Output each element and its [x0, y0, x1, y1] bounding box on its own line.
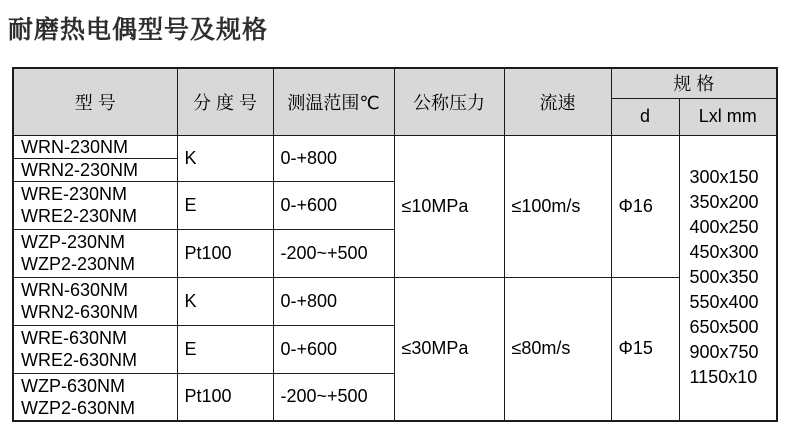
range-cell: 0-+600 [273, 325, 394, 373]
model-cell [13, 373, 177, 421]
size-value: 900x750 [689, 342, 759, 363]
col-header-pressure: 公称压力 [394, 68, 504, 135]
model-cell [13, 325, 177, 373]
graduation-cell: Pt100 [177, 229, 273, 277]
pressure-cell: ≤30MPa [394, 277, 504, 421]
col-header-flow: 流速 [504, 68, 611, 135]
size-value: 350x200 [689, 192, 759, 213]
sizes-cell [679, 135, 777, 421]
size-value: 400x250 [689, 217, 759, 238]
model-line: WRE-230NM [21, 184, 128, 204]
range-cell: -200~+500 [273, 373, 394, 421]
flow-cell: ≤80m/s [504, 277, 611, 421]
col-header-lxl: Lxl mm [679, 98, 777, 135]
model-line: WRN-630NM [21, 280, 129, 300]
page-title: 耐磨热电偶型号及规格 [8, 16, 269, 44]
col-header-model: 型 号 [13, 68, 177, 135]
size-value: 300x150 [689, 167, 759, 188]
col-header-graduation: 分 度 号 [177, 68, 273, 135]
model-line: WRE-630NM [21, 328, 128, 348]
graduation-cell: K [177, 135, 273, 181]
model-cell [13, 229, 177, 277]
model-line: WZP-230NM [21, 232, 126, 252]
model-line: WRE2-230NM [21, 206, 138, 226]
size-value: 550x400 [689, 292, 759, 313]
range-cell: 0-+800 [273, 135, 394, 181]
pressure-cell: ≤10MPa [394, 135, 504, 277]
model-line: WZP-630NM [21, 375, 126, 396]
diameter-cell: Φ15 [611, 277, 679, 421]
thermocouple-spec-table [12, 67, 778, 422]
graduation-cell: K [177, 277, 273, 325]
graduation-cell: E [177, 181, 273, 229]
range-cell: 0-+800 [273, 277, 394, 325]
col-header-diameter: d [611, 98, 679, 135]
graduation-cell: E [177, 325, 273, 373]
size-value: 450x300 [689, 242, 759, 263]
graduation-cell: Pt100 [177, 373, 273, 421]
model-line: WZP2-230NM [21, 254, 136, 274]
col-header-temp-range: 测温范围℃ [273, 68, 394, 135]
model-line: WRN2-630NM [21, 302, 139, 322]
size-value: 1150x10 [689, 367, 758, 388]
model-line: WRE2-630NM [21, 350, 138, 370]
flow-cell: ≤100m/s [504, 135, 611, 277]
model-cell: WRN-230NM [13, 135, 177, 158]
size-value: 500x350 [689, 267, 759, 288]
model-cell [13, 181, 177, 229]
model-line: WZP2-630NM [21, 397, 136, 418]
diameter-cell: Φ16 [611, 135, 679, 277]
range-cell: 0-+600 [273, 181, 394, 229]
col-header-spec: 规 格 [611, 68, 777, 98]
model-cell [13, 277, 177, 325]
model-cell: WRN2-230NM [13, 158, 177, 181]
size-value: 650x500 [689, 317, 759, 338]
range-cell: -200~+500 [273, 229, 394, 277]
